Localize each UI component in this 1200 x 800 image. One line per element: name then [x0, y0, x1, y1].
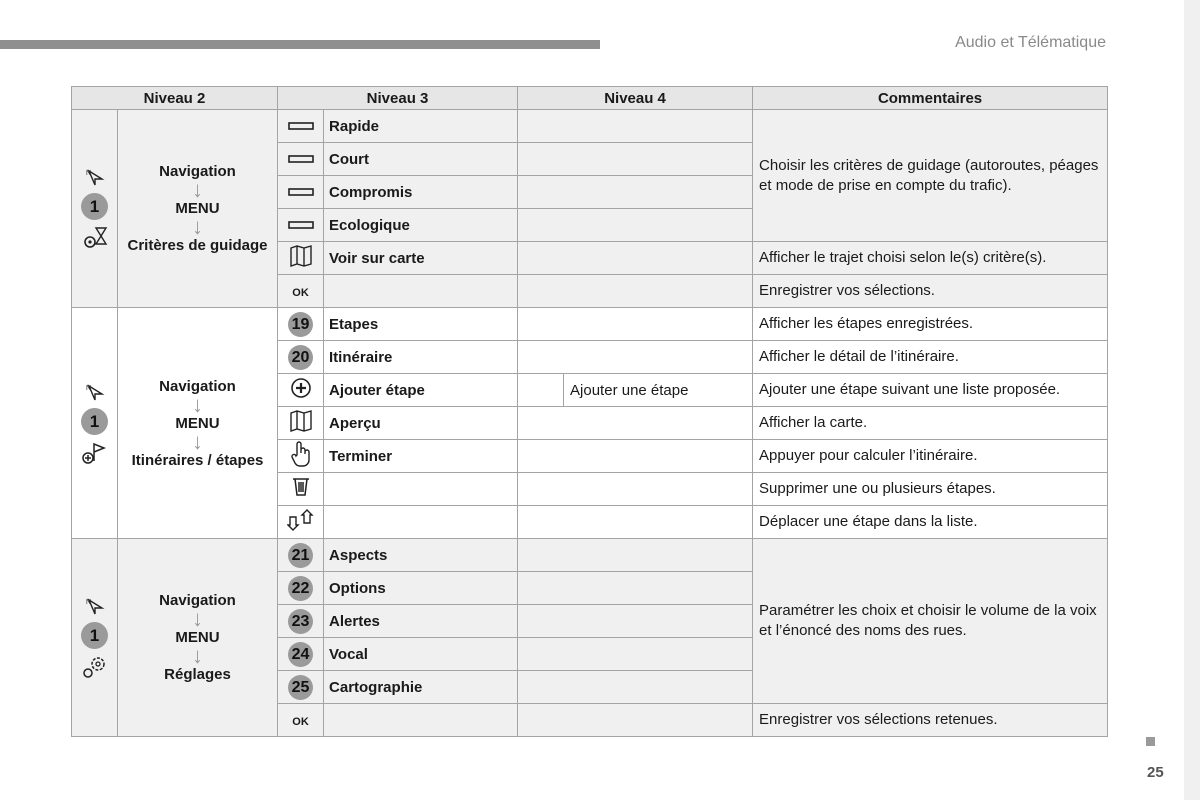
ok-icon [278, 704, 324, 737]
table-header-row [72, 87, 1108, 110]
level4-empty [518, 341, 753, 374]
comment-itineraire: Afficher le détail de l’itinéraire. [753, 341, 1108, 374]
group3-icons [72, 539, 118, 737]
level2-navigation-label: Navigation [159, 163, 236, 180]
col-header-niveau2: Niveau 2 [72, 87, 278, 110]
minus-box-icon [278, 143, 324, 176]
level3-rapide: Rapide [324, 110, 518, 143]
page-edge-strip [1184, 0, 1200, 800]
comment-guidage: Choisir les critères de guidage (autoroutes, péages et mode de prise en compte du trafic). [753, 110, 1108, 242]
comment-supprimer: Supprimer une ou plusieurs étapes. [753, 473, 1108, 506]
comment-parametrer: Paramétrer les choix et choisir le volume de la voix et l’énoncé des noms des rues. [753, 539, 1108, 704]
navigation-compass-icon [85, 382, 105, 402]
svg-text:N: N [85, 599, 91, 606]
comment-enregistrer-retenues: Enregistrer vos sélections retenues. [753, 704, 1108, 737]
level4-empty [518, 308, 753, 341]
level3-ajouter-etape: Ajouter étape [324, 374, 518, 407]
ok-icon [278, 275, 324, 308]
number-badge: 20 [288, 345, 313, 370]
level3-voir-sur-carte: Voir sur carte [324, 242, 518, 275]
level4-empty [518, 143, 753, 176]
ok-label: OK [292, 286, 309, 299]
level2-menu-label: MENU [175, 629, 220, 646]
down-arrow-icon: ↓ [192, 391, 203, 417]
level3-cartographie: Cartographie [324, 671, 518, 704]
level4-empty [518, 572, 753, 605]
level3-vocal: Vocal [324, 638, 518, 671]
comment-enregistrer: Enregistrer vos sélections. [753, 275, 1108, 308]
map-icon [278, 242, 324, 275]
number-badge: 19 [288, 312, 313, 337]
navigation-compass-icon [85, 167, 105, 187]
level2-reglages-label: Réglages [164, 666, 231, 683]
level3-terminer: Terminer [324, 440, 518, 473]
col-header-niveau4: Niveau 4 [518, 87, 753, 110]
level2-navigation-label: Navigation [159, 377, 236, 395]
down-arrow-icon: ↓ [192, 214, 203, 239]
comment-etapes: Afficher les étapes enregistrées. [753, 308, 1108, 341]
comment-ajouter: Ajouter une étape suivant une liste proposée. [753, 374, 1108, 407]
down-arrow-icon: ↓ [192, 177, 203, 202]
level3-empty [324, 506, 518, 539]
group1-level2-labels [118, 110, 278, 308]
level4-empty [518, 209, 753, 242]
level3-ecologique: Ecologique [324, 209, 518, 242]
level4-empty [518, 671, 753, 704]
level3-itineraire: Itinéraire [324, 341, 518, 374]
plus-circle-icon [278, 374, 324, 407]
hand-pointer-icon [278, 440, 324, 473]
badge-cell [278, 671, 324, 704]
menu-table [71, 86, 1108, 737]
step-badge: 1 [81, 193, 108, 220]
level4-empty [518, 176, 753, 209]
level3-aspects: Aspects [324, 539, 518, 572]
minus-box-icon [278, 176, 324, 209]
level3-empty [324, 275, 518, 308]
badge-cell [278, 605, 324, 638]
table-row [72, 110, 1108, 143]
group2-icons [72, 308, 118, 539]
col-header-commentaires: Commentaires [753, 87, 1108, 110]
level4-empty [518, 275, 753, 308]
badge-cell [278, 572, 324, 605]
svg-text:N: N [85, 384, 91, 392]
comment-voir-carte: Afficher le trajet choisi selon le(s) critère(s). [753, 242, 1108, 275]
level3-options: Options [324, 572, 518, 605]
col-header-niveau3: Niveau 3 [278, 87, 518, 110]
level2-criteres-label: Critères de guidage [127, 237, 268, 254]
badge-cell [278, 308, 324, 341]
settings-gears-icon [82, 655, 108, 679]
number-badge: 22 [288, 576, 313, 601]
level4-empty [518, 638, 753, 671]
level3-apercu: Aperçu [324, 407, 518, 440]
map-icon [278, 407, 324, 440]
level4-spacer [518, 374, 564, 407]
svg-text:N: N [85, 170, 91, 177]
down-arrow-icon: ↓ [192, 428, 203, 454]
badge-cell [278, 638, 324, 671]
level2-itineraires-label: Itinéraires / étapes [131, 451, 264, 469]
comment-terminer: Appuyer pour calculer l’itinéraire. [753, 440, 1108, 473]
badge-cell [278, 341, 324, 374]
level4-empty [518, 605, 753, 638]
comment-apercu: Afficher la carte. [753, 407, 1108, 440]
level4-ajouter-une-etape: Ajouter une étape [564, 374, 753, 407]
trash-icon [278, 473, 324, 506]
minus-box-icon [278, 110, 324, 143]
route-flag-icon [82, 441, 108, 465]
level4-empty [518, 242, 753, 275]
level4-empty [518, 440, 753, 473]
group2-level2-labels [118, 308, 278, 539]
step-badge: 1 [81, 622, 108, 649]
header-bar [0, 40, 600, 49]
down-arrow-icon: ↓ [192, 643, 203, 668]
step-badge: 1 [81, 408, 108, 435]
comment-deplacer: Déplacer une étape dans la liste. [753, 506, 1108, 539]
level2-menu-label: MENU [175, 200, 220, 217]
down-arrow-icon: ↓ [192, 606, 203, 631]
page-number: 25 [1147, 764, 1164, 781]
ok-label: OK [292, 715, 309, 728]
number-badge: 21 [288, 543, 313, 568]
guidance-criteria-icon [82, 226, 108, 250]
group3-level2-labels [118, 539, 278, 737]
minus-box-icon [278, 209, 324, 242]
level3-compromis: Compromis [324, 176, 518, 209]
level4-empty [518, 407, 753, 440]
page-header-title: Audio et Télématique [955, 34, 1106, 51]
level3-court: Court [324, 143, 518, 176]
level3-alertes: Alertes [324, 605, 518, 638]
navigation-compass-icon [85, 596, 105, 616]
number-badge: 25 [288, 675, 313, 700]
level4-empty [518, 110, 753, 143]
level3-etapes: Etapes [324, 308, 518, 341]
level4-empty [518, 473, 753, 506]
level4-empty [518, 704, 753, 737]
level4-empty [518, 539, 753, 572]
level2-menu-label: MENU [175, 414, 220, 432]
level4-empty [518, 506, 753, 539]
level3-empty [324, 473, 518, 506]
table-row [72, 539, 1108, 572]
group1-icons [72, 110, 118, 308]
level2-navigation-label: Navigation [159, 592, 236, 609]
section-end-square [1146, 737, 1155, 746]
reorder-arrows-icon [278, 506, 324, 539]
number-badge: 23 [288, 609, 313, 634]
number-badge: 24 [288, 642, 313, 667]
badge-cell [278, 539, 324, 572]
table-row [72, 308, 1108, 341]
level3-empty [324, 704, 518, 737]
